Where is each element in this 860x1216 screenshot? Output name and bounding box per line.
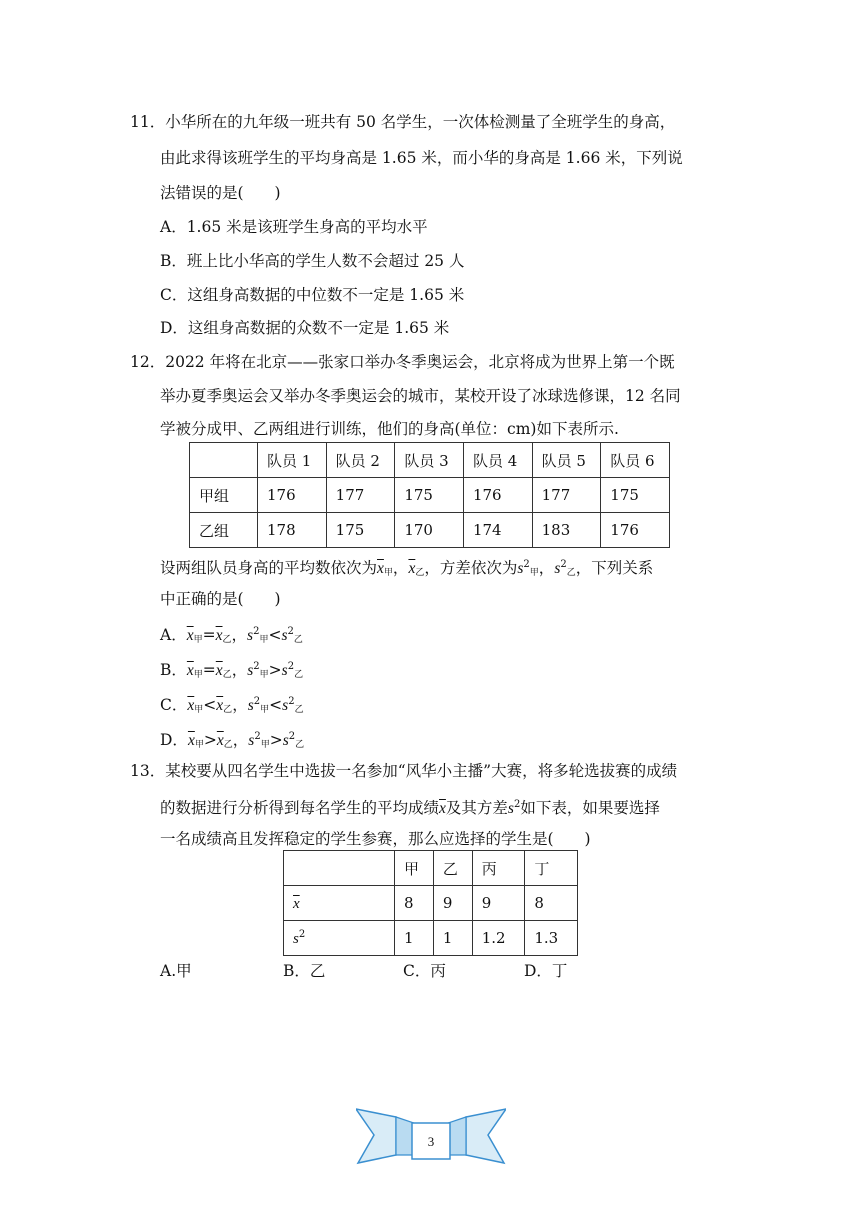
relation: < xyxy=(269,696,283,714)
superscript-2: 2 xyxy=(287,626,294,637)
table-cell: 丙 xyxy=(472,851,525,886)
subscript-jia: 甲 xyxy=(260,740,270,750)
q13-text: 的数据进行分析得到每名学生的平均成绩 xyxy=(160,799,440,817)
table-cell: 1 xyxy=(433,921,472,956)
s-symbol: s xyxy=(247,662,254,679)
table-cell: 175 xyxy=(601,478,670,513)
subscript-yi: 乙 xyxy=(294,670,304,680)
s-symbol: s xyxy=(247,627,254,644)
s-symbol: s xyxy=(282,732,289,749)
q12-line-3: 学被分成甲、乙两组进行训练，他们的身高(单位：cm)如下表所示. xyxy=(160,420,619,438)
subscript-yi: 乙 xyxy=(223,705,233,715)
table-cell: 9 xyxy=(433,886,472,921)
option-label: B． xyxy=(160,661,187,679)
table-cell: 乙组 xyxy=(190,513,258,548)
q11-line-3: 法错误的是( ) xyxy=(160,184,281,202)
subscript-yi: 乙 xyxy=(295,740,305,750)
s-symbol: s xyxy=(248,732,255,749)
subscript-yi: 乙 xyxy=(294,705,304,715)
subscript-jia: 甲 xyxy=(193,635,203,645)
q11-option-c: C．这组身高数据的中位数不一定是 1.65 米 xyxy=(160,286,465,304)
relation: = xyxy=(202,661,216,679)
table-cell xyxy=(284,886,395,921)
separator: ， xyxy=(232,696,248,714)
relation: < xyxy=(268,626,282,644)
table-cell: 176 xyxy=(258,478,327,513)
x-bar-symbol: $\overline{x}$ xyxy=(377,560,384,577)
q13-line-2 xyxy=(160,795,660,819)
table-cell: 176 xyxy=(601,513,670,548)
superscript-2: 2 xyxy=(287,661,295,672)
table-cell: 队员 2 xyxy=(326,443,395,478)
subscript-yi: 乙 xyxy=(222,670,232,680)
subscript-jia: 甲 xyxy=(194,705,204,715)
q12-text: ，方差依次为 xyxy=(424,559,518,577)
table-cell: 队员 3 xyxy=(395,443,464,478)
table-cell: 1.3 xyxy=(525,921,578,956)
subscript-yi: 乙 xyxy=(566,568,576,578)
table-header-row xyxy=(284,851,578,886)
subscript-jia: 甲 xyxy=(383,568,393,578)
q13-line-3: 一名成绩高且发挥稳定的学生参赛，那么应选择的学生是( ) xyxy=(160,830,591,848)
q12-line-2: 举办夏季奥运会又举办冬季奥运会的城市，某校开设了冰球选修课，12 名同 xyxy=(160,387,681,405)
s-symbol: s xyxy=(247,697,254,714)
option-label: A． xyxy=(160,626,187,644)
x-bar-symbol: $\overline{x}$ xyxy=(215,662,223,679)
ribbon-right-tail xyxy=(466,1109,506,1163)
page-number: 3 xyxy=(427,1134,435,1149)
x-bar-symbol: $\overline{x}$ xyxy=(439,800,446,817)
q11-option-b: B．班上比小华高的学生人数不会超过 25 人 xyxy=(160,252,465,270)
q13-option-b: B．乙 xyxy=(283,962,326,980)
table-cell xyxy=(190,443,258,478)
q12-option-b xyxy=(160,657,303,685)
table-cell: 177 xyxy=(326,478,395,513)
q12-after-table-line-2: 中正确的是( ) xyxy=(160,590,281,608)
table-cell: 170 xyxy=(395,513,464,548)
table-cell: 队员 5 xyxy=(532,443,601,478)
table-cell: 176 xyxy=(463,478,532,513)
x-bar-symbol: $\overline{x}$ xyxy=(408,560,416,577)
x-bar-symbol: $\overline{x}$ xyxy=(216,697,224,714)
subscript-jia: 甲 xyxy=(194,740,204,750)
q13-text: 及其方差 xyxy=(445,799,508,817)
superscript-2: 2 xyxy=(253,661,260,672)
q11-option-d: D．这组身高数据的众数不一定是 1.65 米 xyxy=(160,319,450,337)
table-row xyxy=(284,921,578,956)
table-row xyxy=(190,478,670,513)
superscript-2: 2 xyxy=(560,559,567,570)
superscript-2: 2 xyxy=(254,731,261,742)
q12-text: ，下列关系 xyxy=(575,559,654,577)
x-bar-symbol: $\overline{x}$ xyxy=(216,732,224,749)
relation: = xyxy=(202,626,216,644)
subscript-jia: 甲 xyxy=(259,670,269,680)
superscript-2: 2 xyxy=(523,559,530,570)
table-cell xyxy=(284,851,395,886)
x-bar-symbol: $\overline{x}$ xyxy=(215,627,223,644)
comma: ， xyxy=(392,559,409,577)
ribbon-left-tail xyxy=(356,1109,396,1163)
relation: > xyxy=(203,731,217,749)
q13-option-c: C．丙 xyxy=(403,962,446,980)
s-symbol: s xyxy=(554,560,561,577)
x-bar-symbol: $\overline{x}$ xyxy=(186,662,194,679)
q12-text: 设两组队员身高的平均数依次为 xyxy=(160,559,378,577)
q12-option-a xyxy=(160,622,303,650)
subscript-yi: 乙 xyxy=(222,635,232,645)
table-cell: 甲组 xyxy=(190,478,258,513)
table-row xyxy=(284,886,578,921)
table-cell: 8 xyxy=(525,886,578,921)
q13-option-a: A.甲 xyxy=(160,962,192,980)
s-symbol: s xyxy=(293,930,299,947)
x-bar-symbol: $\overline{x}$ xyxy=(187,697,195,714)
relation: < xyxy=(203,696,217,714)
superscript-2: 2 xyxy=(513,799,521,810)
subscript-jia: 甲 xyxy=(529,568,539,578)
table-cell: 9 xyxy=(472,886,525,921)
subscript-jia: 甲 xyxy=(259,635,269,645)
table-cell: 177 xyxy=(532,478,601,513)
table-row xyxy=(190,513,670,548)
option-label: D． xyxy=(160,731,188,749)
table-cell: 8 xyxy=(395,886,434,921)
table-cell: 队员 1 xyxy=(258,443,327,478)
table-cell: 队员 6 xyxy=(601,443,670,478)
option-label: C． xyxy=(160,696,188,714)
subscript-yi: 乙 xyxy=(223,740,233,750)
q11-option-a: A．1.65 米是该班学生身高的平均水平 xyxy=(160,218,428,236)
q13-line-1: 13．某校要从四名学生中选拔一名参加“风华小主播”大赛，将多轮选拔赛的成绩 xyxy=(130,762,678,780)
q13-score-table xyxy=(283,850,578,956)
subscript-yi: 乙 xyxy=(415,568,425,578)
superscript-2: 2 xyxy=(288,731,296,742)
s-symbol: s xyxy=(281,662,288,679)
separator: ， xyxy=(231,626,248,644)
q12-after-table-line-1 xyxy=(160,555,653,583)
table-cell: 1 xyxy=(395,921,434,956)
q12-option-c xyxy=(160,692,304,720)
page-number-banner xyxy=(356,1107,506,1167)
q12-option-d xyxy=(160,727,304,755)
s-symbol: s xyxy=(282,697,289,714)
relation: > xyxy=(268,661,282,679)
table-cell: 丁 xyxy=(525,851,578,886)
table-cell: 队员 4 xyxy=(463,443,532,478)
x-bar-symbol: $\overline{x}$ xyxy=(186,627,194,644)
x-bar-symbol: $\overline{x}$ xyxy=(293,895,300,912)
superscript-2: 2 xyxy=(288,696,295,707)
q11-line-2: 由此求得该班学生的平均身高是 1.65 米，而小华的身高是 1.66 米，下列说 xyxy=(160,149,683,167)
q13-option-d: D．丁 xyxy=(524,962,568,980)
table-cell: 175 xyxy=(395,478,464,513)
s-symbol: s xyxy=(507,800,514,817)
relation: > xyxy=(269,731,283,749)
table-cell: 174 xyxy=(463,513,532,548)
table-cell: 175 xyxy=(326,513,395,548)
q13-text: 如下表，如果要选择 xyxy=(520,799,660,817)
separator: ， xyxy=(232,731,249,749)
table-cell xyxy=(284,921,395,956)
superscript-2: 2 xyxy=(253,626,260,637)
subscript-jia: 甲 xyxy=(260,705,270,715)
q11-line-1: 11．小华所在的九年级一班共有 50 名学生，一次体检测量了全班学生的身高， xyxy=(130,113,676,131)
s-symbol: s xyxy=(517,560,524,577)
superscript-2: 2 xyxy=(253,696,261,707)
subscript-yi: 乙 xyxy=(293,635,303,645)
s-symbol: s xyxy=(281,627,288,644)
superscript-2: 2 xyxy=(298,928,306,940)
q12-line-1: 12．2022 年将在北京——张家口举办冬季奥运会，北京将成为世界上第一个既 xyxy=(130,353,675,371)
table-header-row xyxy=(190,443,670,478)
table-cell: 183 xyxy=(532,513,601,548)
x-bar-symbol: $\overline{x}$ xyxy=(187,732,195,749)
table-cell: 乙 xyxy=(433,851,472,886)
separator: ， xyxy=(231,661,248,679)
q12-height-table xyxy=(189,442,670,548)
table-cell: 1.2 xyxy=(472,921,525,956)
comma: ， xyxy=(538,559,555,577)
subscript-jia: 甲 xyxy=(193,670,203,680)
table-cell: 甲 xyxy=(395,851,434,886)
table-cell: 178 xyxy=(258,513,327,548)
